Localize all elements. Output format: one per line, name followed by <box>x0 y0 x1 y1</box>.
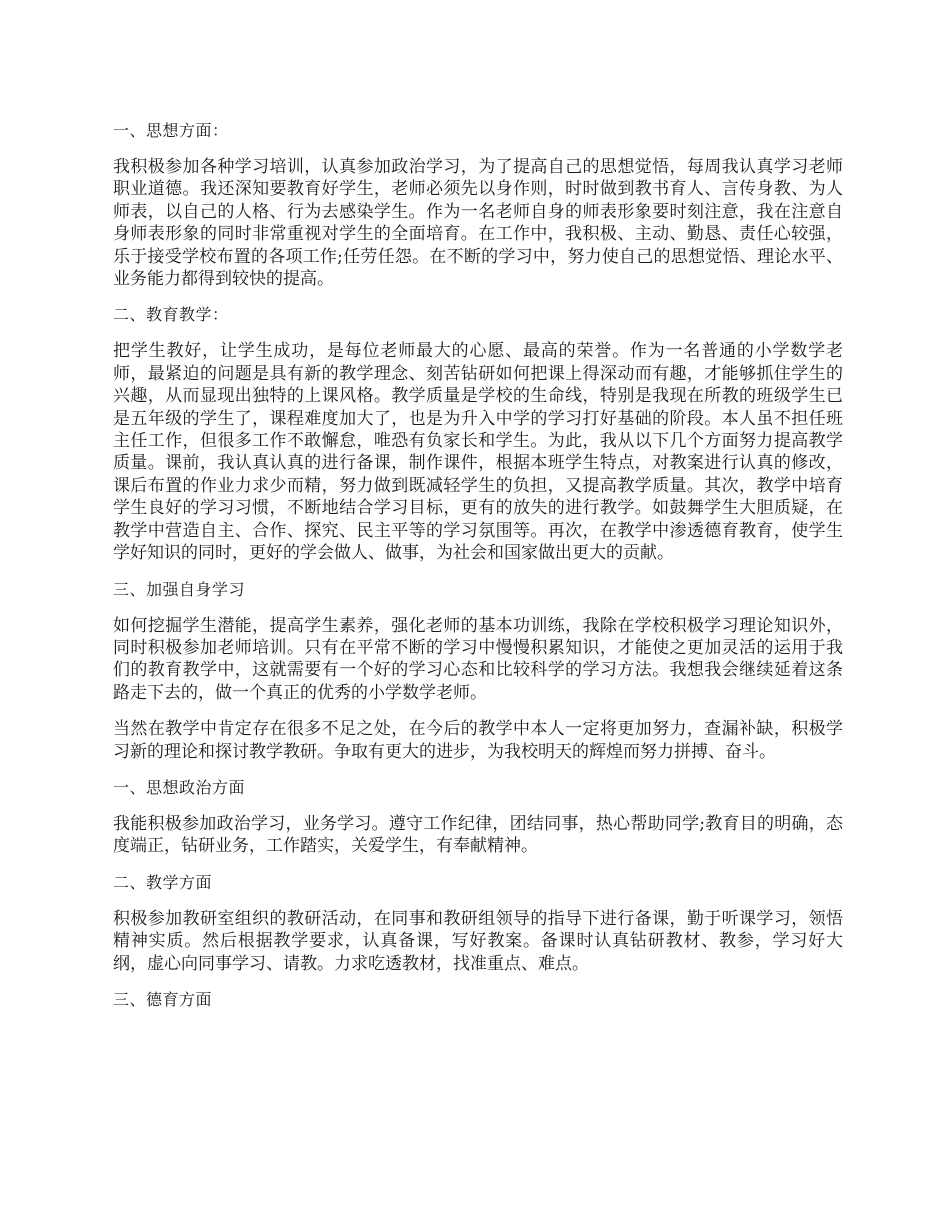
section-heading-politics: 一、思想政治方面 <box>113 777 246 797</box>
section-heading-self-study: 三、加强自身学习 <box>113 579 246 599</box>
paragraph-teaching: 把学生教好，让学生成功，是每位老师最大的心愿、最高的荣誉。作为一名普通的小学数学老师，最紧迫的问题是具有新的教学理念、刻苦钻研如何把课上得深动而有趣，才能够抓住学生的兴趣，从而显现出独特的上课风格。教学质量是学校的生命线，特别是我现在所教的班级学生已是五年级的学生了，课程难度加大了，也是为升入中学的学习打好基础的阶段。本人虽不担任班主任工作，但很多工作不敢懈怠，唯恐有负家长和学生。为此，我从以下几个方面努力提高教学质量。课前，我认真认真的进行备课，制作课件，根据本班学生特点，对教案进行认真的修改，课后布置的作业力求少而精，努力做到既减轻学生的负担，又提高教学质量。其次，教学中培育学生良好的学习习惯，不断地结合学习目标，更有的放失的进行教学。如鼓舞学生大胆质疑，在教学中营造自主、合作、探究、民主平等的学习氛围等。再次，在教学中渗透德育教育，使学生学好知识的同时，更好的学会做人、做事，为社会和国家做出更大的贡献。 <box>113 341 843 564</box>
paragraph-self-study: 如何挖掘学生潜能，提高学生素养，强化老师的基本功训练，我除在学校积极学习理论知识外，同时积极参加老师培训。只有在平常不断的学习中慢慢积累知识，才能使之更加灵活的运用于我们的教育教学中，这就需要有一个好的学习心态和比较科学的学习方法。我想我会继续延着这条路走下去的，做一个真正的优秀的小学数学老师。 <box>113 615 843 703</box>
paragraph-politics: 我能积极参加政治学习，业务学习。遵守工作纪律，团结同事，热心帮助同学;教育目的明确，态度端正，钻研业务，工作踏实，关爱学生，有奉献精神。 <box>113 813 843 857</box>
document-page <box>113 120 843 1025</box>
section-heading-teaching: 二、教育教学： <box>113 305 229 325</box>
paragraph-teaching-2: 积极参加教研室组织的教研活动，在同事和教研组领导的指导下进行备课，勤于听课学习，领悟精神实质。然后根据教学要求，认真备课，写好教案。备课时认真钻研教材、教参，学习好大纲，虚心向同事学习、请教。力求吃透教材，找准重点、难点。 <box>113 908 843 974</box>
section-heading-thought: 一、思想方面： <box>113 121 229 140</box>
paragraph-thought: 我积极参加各种学习培训，认真参加政治学习，为了提高自己的思想觉悟，每周我认真学习老师职业道德。我还深知要教育好学生，老师必须先以身作则，时时做到教书育人、言传身教、为人师表，以自己的人格、行为去感染学生。作为一名老师自身的师表形象要时刻注意，我在注意自身师表形象的同时非常重视对学生的全面培育。在工作中，我积极、主动、勤恳、责任心较强，乐于接受学校布置的各项工作;任劳任怨。在不断的学习中，努力使自己的思想觉悟、理论水平、业务能力都得到较快的提高。 <box>113 157 843 290</box>
paragraph-conclusion: 当然在教学中肯定存在很多不足之处，在今后的教学中本人一定将更加努力，查漏补缺，积极学习新的理论和探讨教学教研。争取有更大的进步，为我校明天的辉煌而努力拼搏、奋斗。 <box>113 719 843 762</box>
section-heading-teaching-2: 二、教学方面 <box>113 872 213 892</box>
section-heading-moral: 三、德育方面 <box>113 989 213 1009</box>
